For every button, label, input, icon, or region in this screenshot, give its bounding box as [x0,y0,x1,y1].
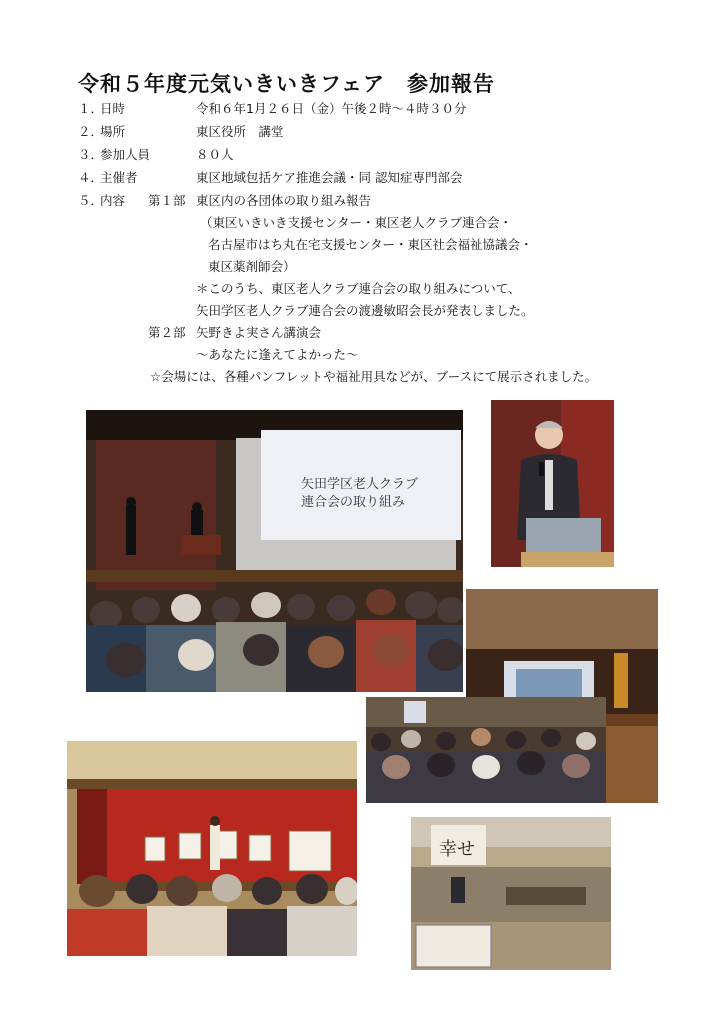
photo-stage-lecture [67,741,357,956]
screen-text-1: 矢田学区老人クラブ [301,477,419,492]
part2-subtitle: ～あなたに逢えてよかった～ [196,347,359,362]
photo-exhibit-booths [411,817,611,970]
part2-value: 矢野きよ実さん講演会 [196,325,322,340]
photo-audience-seated [366,697,606,803]
detail-line-3: 東区薬剤師会） [208,259,296,274]
exhibit-note: ☆会場には、各種パンフレットや福祉用具などが、ブースにて展示されました。 [150,369,598,384]
detail-line-1: （東区いきいき支援センター・東区老人クラブ連合会・ [200,215,513,230]
page-title: 令和５年度元気いきいきフェア 参加報告 [78,72,495,96]
detail-line-5: 矢田学区老人クラブ連合会の渡邊敏昭会長が発表しました。 [196,303,534,318]
photo-speaker-podium [491,400,614,567]
detail-line-2: 名古屋市はち丸在宅支援センター・東区社会福祉協議会・ [208,237,533,252]
part2-label: 第２部 [148,325,186,340]
detail-line-4: ＊このうち、東区老人クラブ連合会の取り組みについて、 [196,281,521,296]
banner-text: 幸せ [439,839,475,860]
photo-auditorium-presentation [86,410,463,692]
screen-text-2: 連合会の取り組み [301,495,406,510]
